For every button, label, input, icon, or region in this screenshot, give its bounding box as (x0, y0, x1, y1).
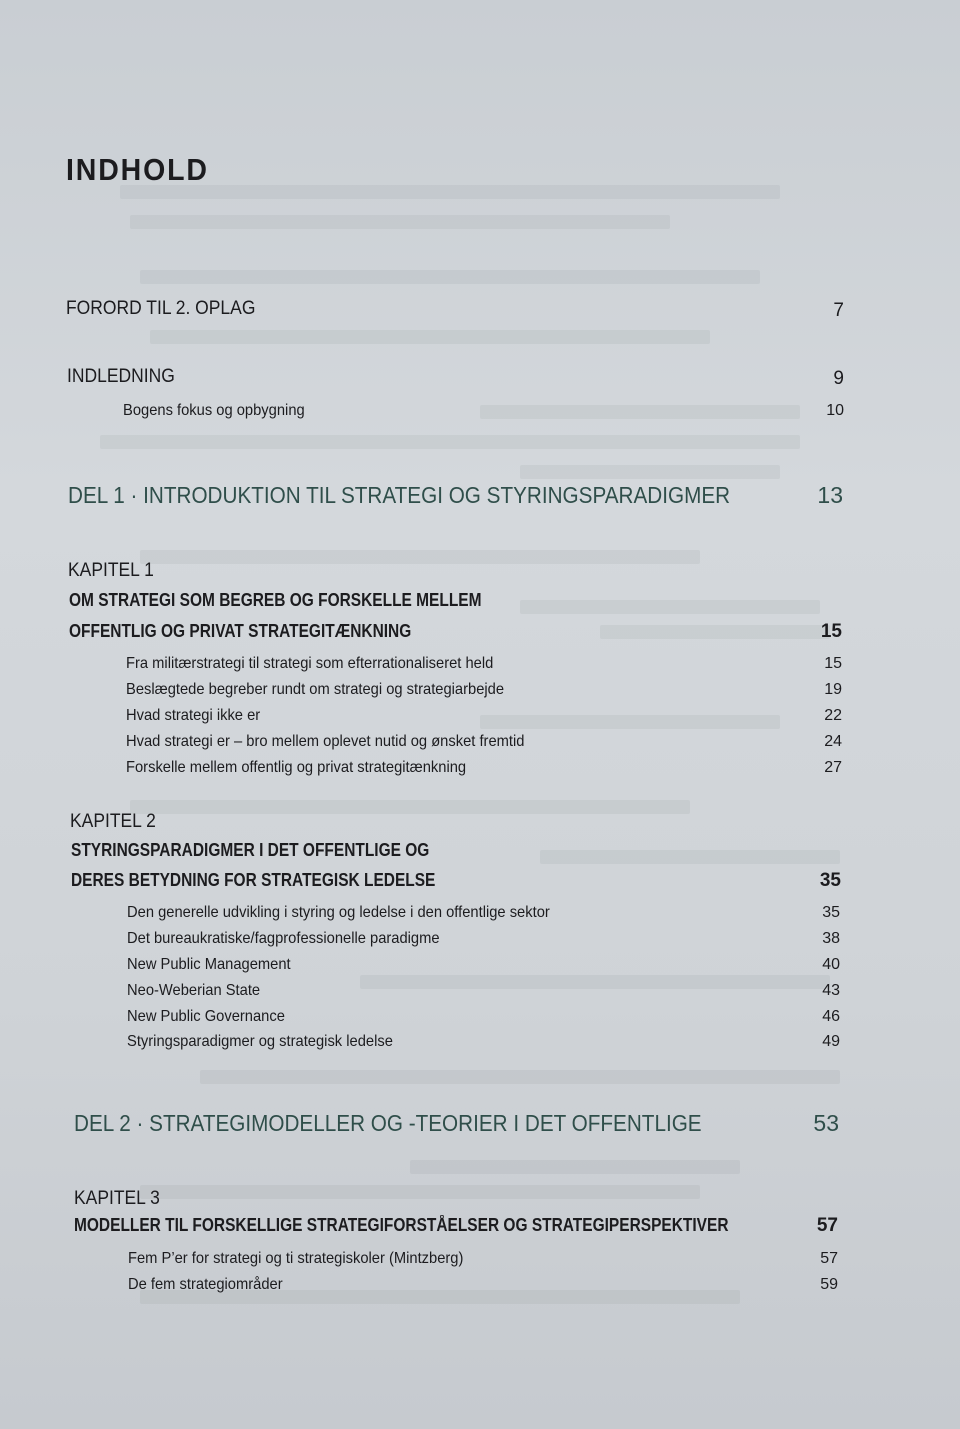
part-heading-del1-page: 13 (817, 482, 843, 508)
toc-subentry-page: 40 (822, 956, 840, 973)
chapter-kicker: KAPITEL 3 (74, 1188, 160, 1209)
chapter-kicker: KAPITEL 2 (70, 811, 156, 832)
chapter-title-line: OM STRATEGI SOM BEGREB OG FORSKELLE MELLEM (69, 590, 482, 610)
toc-subentry-page: 49 (822, 1033, 840, 1050)
toc-subentry-page: 27 (824, 759, 842, 776)
page-title: INDHOLD (66, 152, 209, 187)
part-heading-del1: DEL 1 · INTRODUKTION TIL STRATEGI OG STYRINGSPARADIGMER (68, 482, 731, 508)
toc-subentry-label: Beslægtede begreber rundt om strategi og strategiarbejde (126, 681, 505, 698)
toc-subentry-page: 59 (820, 1276, 838, 1293)
toc-subentry-page: 35 (822, 904, 840, 921)
chapter-title-line: OFFENTLIG OG PRIVAT STRATEGITÆNKNING (69, 621, 412, 641)
chapter-page: 35 (819, 870, 841, 891)
toc-subentry-page: 15 (824, 655, 842, 672)
toc-subentry-page: 57 (820, 1250, 838, 1267)
toc-subentry-label: Hvad strategi er – bro mellem oplevet nutid og ønsket fremtid (126, 733, 525, 750)
toc-subentry-page: 43 (822, 982, 840, 999)
toc-entry-indledning-label: INDLEDNING (67, 366, 175, 387)
toc-subentry-label: Forskelle mellem offentlig og privat strategitænkning (126, 759, 467, 776)
toc-entry-indledning-page: 9 (833, 368, 844, 389)
chapter-page: 57 (816, 1215, 838, 1236)
part-heading-del2: DEL 2 · STRATEGIMODELLER OG -TEORIER I DET OFFENTLIGE (74, 1110, 702, 1136)
toc-subentry-label: Bogens fokus og opbygning (123, 402, 305, 419)
chapter-title-line: MODELLER TIL FORSKELLIGE STRATEGIFORSTÅELSER OG STRATEGIPERSPEKTIVER (74, 1215, 729, 1235)
toc-subentry-label: Hvad strategi ikke er (126, 707, 261, 724)
toc-subentry-page: 19 (824, 681, 842, 698)
chapter-title-line: DERES BETYDNING FOR STRATEGISK LEDELSE (71, 870, 436, 890)
toc-subentry-label: Fra militærstrategi til strategi som efterrationaliseret held (126, 655, 494, 672)
toc-entry-forord-page: 7 (833, 300, 844, 321)
toc-subentry-label: Fem P’er for strategi og ti strategiskoler (Mintzberg) (128, 1250, 464, 1267)
chapter-kicker: KAPITEL 1 (68, 560, 154, 581)
part-heading-del2-page: 53 (813, 1110, 839, 1136)
toc-subentry-page: 22 (824, 707, 842, 724)
toc-subentry-page: 24 (824, 733, 842, 750)
toc-subentry-label: New Public Management (127, 956, 291, 973)
toc-subentry-page: 46 (822, 1008, 840, 1025)
toc-subentry-page: 10 (826, 402, 844, 419)
chapter-page: 15 (820, 621, 842, 642)
toc-entry-forord-label: FORORD TIL 2. OPLAG (66, 298, 256, 319)
toc-subentry-page: 38 (822, 930, 840, 947)
toc-subentry-label: Det bureaukratiske/fagprofessionelle paradigme (127, 930, 440, 947)
toc-subentry-label: Neo-Weberian State (127, 982, 261, 999)
toc-subentry-label: Styringsparadigmer og strategisk ledelse (127, 1033, 393, 1050)
toc-subentry-label: De fem strategiområder (128, 1276, 283, 1293)
chapter-title-line: STYRINGSPARADIGMER I DET OFFENTLIGE OG (71, 840, 430, 860)
toc-subentry-label: New Public Governance (127, 1008, 285, 1025)
toc-subentry-label: Den generelle udvikling i styring og ledelse i den offentlige sektor (127, 904, 550, 921)
